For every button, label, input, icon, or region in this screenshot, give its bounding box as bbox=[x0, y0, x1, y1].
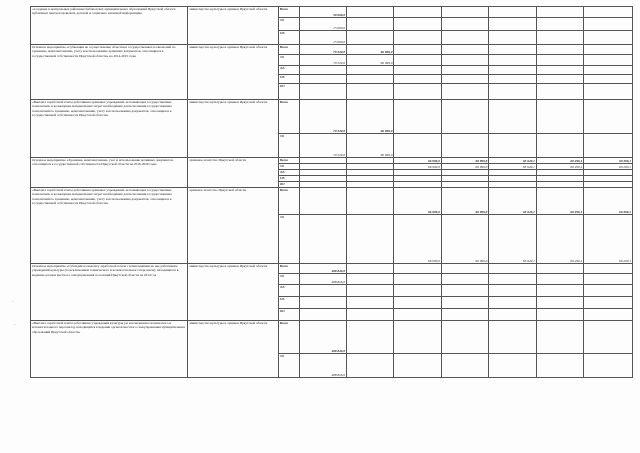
funding-source-label: ФБ bbox=[278, 66, 299, 75]
amount-cell: 66 999,0 bbox=[394, 215, 441, 264]
amount-cell bbox=[536, 134, 583, 158]
amount-cell bbox=[394, 45, 441, 55]
funding-source-label: Всего bbox=[278, 7, 299, 18]
activity-name: Основное мероприятие «Хранение, комплектование, учет и использование архивных документов, относящихся к государственной собственности Иркутской области на 2016-2020 годы bbox=[31, 158, 188, 188]
amount-cell: 70 529,0 bbox=[299, 100, 346, 134]
activity-name: «Выплата заработной платы работникам архивных учреждений, исполняющих государственные полномочия, и возмещение материальных затрат необходимых для исполнения государственных полномочий по хранению, комплектованию, учету и использованию документов, относящихся к государственной собственности Иркутской области» bbox=[31, 100, 188, 158]
amount-cell: 60 299,1 bbox=[584, 158, 633, 164]
funding-source-label: ФБ bbox=[278, 285, 299, 297]
amount-cell bbox=[489, 134, 536, 158]
amount-cell bbox=[441, 274, 488, 285]
table-row bbox=[31, 7, 633, 18]
amount-cell: 66 999,0 bbox=[394, 158, 441, 164]
responsible-executor: архивное агентство Иркутской области bbox=[188, 188, 278, 264]
amount-cell bbox=[489, 84, 536, 100]
amount-cell bbox=[394, 84, 441, 100]
amount-cell bbox=[299, 75, 346, 84]
amount-cell bbox=[441, 84, 488, 100]
amount-cell bbox=[394, 321, 441, 354]
amount-cell bbox=[584, 309, 633, 321]
amount-cell bbox=[347, 7, 394, 18]
amount-cell bbox=[489, 309, 536, 321]
funding-source-label: ОБ bbox=[278, 134, 299, 158]
amount-cell: 66 999,0 bbox=[441, 215, 488, 264]
table-row bbox=[31, 321, 633, 354]
amount-cell bbox=[536, 100, 583, 134]
amount-cell bbox=[441, 264, 488, 274]
amount-cell bbox=[489, 7, 536, 18]
amount-cell: 70 529,0 bbox=[299, 134, 346, 158]
amount-cell bbox=[441, 321, 488, 354]
amount-cell bbox=[536, 264, 583, 274]
amount-cell: 63 649,1 bbox=[489, 164, 536, 170]
amount-cell bbox=[394, 285, 441, 297]
amount-cell: 66 999,0 bbox=[347, 45, 394, 55]
amount-cell bbox=[347, 66, 394, 75]
responsible-executor: министерство культуры и архивов Иркутской области bbox=[188, 100, 278, 158]
amount-cell: 15 000,0 bbox=[299, 31, 346, 45]
funding-source-label: ИИ bbox=[278, 182, 299, 188]
amount-cell bbox=[394, 75, 441, 84]
funding-source-label: МБ bbox=[278, 31, 299, 45]
funding-source-label: ИИ bbox=[278, 309, 299, 321]
amount-cell: 66 999,0 bbox=[394, 164, 441, 170]
amount-cell bbox=[394, 18, 441, 31]
amount-cell: 63 649,1 bbox=[489, 215, 536, 264]
amount-cell: 60 299,1 bbox=[536, 164, 583, 170]
amount-cell bbox=[394, 297, 441, 309]
amount-cell bbox=[441, 45, 488, 55]
activity-name: «Выплата заработной платы работникам архивных учреждений, исполняющих государственные полномочия, и возмещение материальных затрат необходимых для исполнения государственных полномочий по хранению, комплектованию, учету и использованию документов, относящихся к государственной собственности Иркутской области» bbox=[31, 188, 188, 264]
amount-cell bbox=[584, 84, 633, 100]
amount-cell bbox=[536, 84, 583, 100]
amount-cell bbox=[347, 31, 394, 45]
funding-source-label: МБ bbox=[278, 75, 299, 84]
amount-cell bbox=[584, 285, 633, 297]
amount-cell bbox=[489, 100, 536, 134]
amount-cell bbox=[584, 75, 633, 84]
funding-source-label: Всего bbox=[278, 45, 299, 55]
amount-cell: 15 000,0 bbox=[299, 18, 346, 31]
amount-cell bbox=[441, 31, 488, 45]
amount-cell: 60 299,1 bbox=[536, 188, 583, 215]
amount-cell bbox=[584, 55, 633, 66]
amount-cell bbox=[299, 84, 346, 100]
amount-cell bbox=[536, 18, 583, 31]
amount-cell bbox=[441, 7, 488, 18]
amount-cell bbox=[584, 18, 633, 31]
amount-cell bbox=[299, 309, 346, 321]
amount-cell bbox=[536, 321, 583, 354]
amount-cell bbox=[347, 309, 394, 321]
responsible-executor: архивное агентство Иркутской области bbox=[188, 158, 278, 188]
amount-cell bbox=[489, 297, 536, 309]
amount-cell bbox=[347, 188, 394, 215]
amount-cell bbox=[441, 55, 488, 66]
funding-source-label: ОБ bbox=[278, 164, 299, 170]
funding-source-label: Всего bbox=[278, 321, 299, 354]
amount-cell bbox=[584, 100, 633, 134]
amount-cell: 60 299,1 bbox=[584, 215, 633, 264]
amount-cell: 66 999,0 bbox=[441, 164, 488, 170]
margin-mark: · bbox=[14, 323, 16, 328]
amount-cell bbox=[489, 66, 536, 75]
amount-cell bbox=[347, 18, 394, 31]
amount-cell bbox=[536, 66, 583, 75]
funding-source-label: ОБ bbox=[278, 354, 299, 378]
amount-cell bbox=[584, 45, 633, 55]
amount-cell bbox=[347, 75, 394, 84]
amount-cell: 488 826,0 bbox=[299, 321, 346, 354]
table-row bbox=[31, 45, 633, 55]
funding-source-label: ОБ bbox=[278, 18, 299, 31]
amount-cell: 70 529,0 bbox=[299, 45, 346, 55]
amount-cell bbox=[441, 297, 488, 309]
budget-table bbox=[30, 6, 633, 378]
amount-cell bbox=[489, 45, 536, 55]
amount-cell bbox=[347, 264, 394, 274]
amount-cell bbox=[584, 66, 633, 75]
funding-source-label: МБ bbox=[278, 176, 299, 182]
amount-cell bbox=[584, 354, 633, 378]
amount-cell bbox=[441, 100, 488, 134]
amount-cell: 488 826,0 bbox=[299, 354, 346, 378]
amount-cell bbox=[536, 354, 583, 378]
amount-cell bbox=[536, 7, 583, 18]
activity-name: Основное мероприятие «Субвенция на осуществление областных государственных полномочий по хранению, комплектованию, учету и использованию архивных документов, относящихся к государственной собственности Иркутской области» на 2014-2015 годы bbox=[31, 45, 188, 100]
amount-cell bbox=[347, 215, 394, 264]
funding-source-label: Всего bbox=[278, 264, 299, 274]
responsible-executor: министерство культуры и архивов Иркутской области bbox=[188, 264, 278, 321]
amount-cell bbox=[347, 354, 394, 378]
amount-cell: 63 649,1 bbox=[489, 158, 536, 164]
amount-cell bbox=[441, 66, 488, 75]
amount-cell bbox=[394, 55, 441, 66]
amount-cell bbox=[584, 297, 633, 309]
amount-cell bbox=[584, 274, 633, 285]
amount-cell bbox=[347, 321, 394, 354]
amount-cell bbox=[489, 285, 536, 297]
amount-cell bbox=[441, 285, 488, 297]
amount-cell bbox=[299, 66, 346, 75]
amount-cell bbox=[394, 134, 441, 158]
amount-cell bbox=[299, 285, 346, 297]
amount-cell bbox=[489, 354, 536, 378]
amount-cell bbox=[347, 297, 394, 309]
amount-cell: 66 999,0 bbox=[441, 158, 488, 164]
amount-cell bbox=[299, 297, 346, 309]
amount-cell bbox=[394, 309, 441, 321]
amount-cell bbox=[299, 215, 346, 264]
responsible-executor: министерство культуры и архивов Иркутской области bbox=[188, 7, 278, 45]
amount-cell bbox=[347, 84, 394, 100]
activity-name: «Создание в центральных районных библиотеках муниципальных образований Иркутской области публичных центров правовой, деловой и социально значимой информации» bbox=[31, 7, 188, 45]
amount-cell bbox=[489, 55, 536, 66]
amount-cell: 66 999,0 bbox=[441, 188, 488, 215]
amount-cell bbox=[394, 66, 441, 75]
funding-source-label: ФБ bbox=[278, 170, 299, 176]
amount-cell bbox=[394, 274, 441, 285]
amount-cell: 66 999,0 bbox=[347, 100, 394, 134]
funding-source-label: Всего bbox=[278, 100, 299, 134]
amount-cell bbox=[394, 354, 441, 378]
amount-cell bbox=[536, 55, 583, 66]
amount-cell bbox=[489, 75, 536, 84]
amount-cell bbox=[536, 309, 583, 321]
funding-source-label: Всего bbox=[278, 158, 299, 164]
funding-source-label: ОБ bbox=[278, 55, 299, 66]
funding-source-label: ОБ bbox=[278, 274, 299, 285]
amount-cell: 63 649,1 bbox=[489, 188, 536, 215]
activity-name: Основное мероприятие «Субсидии на выплату заработной платы с начислениями на нее работникам учреждений культуры (за исключением технического и вспомогательного персонала), находящихся в ведении органов местного самоуправления поселений Иркутской области на 2014 год bbox=[31, 264, 188, 321]
amount-cell: 60 299,1 bbox=[536, 158, 583, 164]
amount-cell bbox=[441, 354, 488, 378]
amount-cell bbox=[584, 134, 633, 158]
amount-cell bbox=[394, 100, 441, 134]
amount-cell bbox=[584, 264, 633, 274]
amount-cell: 488 826,0 bbox=[299, 264, 346, 274]
amount-cell bbox=[441, 309, 488, 321]
amount-cell bbox=[441, 134, 488, 158]
amount-cell: 70 529,0 bbox=[299, 55, 346, 66]
amount-cell bbox=[584, 321, 633, 354]
amount-cell: 66 999,0 bbox=[394, 188, 441, 215]
amount-cell bbox=[441, 75, 488, 84]
amount-cell bbox=[489, 321, 536, 354]
amount-cell bbox=[536, 285, 583, 297]
table-row bbox=[31, 264, 633, 274]
amount-cell: 60 299,1 bbox=[536, 215, 583, 264]
amount-cell: 488 826,0 bbox=[299, 274, 346, 285]
amount-cell bbox=[536, 274, 583, 285]
responsible-executor: министерство культуры и архивов Иркутской области bbox=[188, 45, 278, 100]
funding-source-label: ОБ bbox=[278, 215, 299, 264]
amount-cell bbox=[536, 45, 583, 55]
table-row bbox=[31, 188, 633, 215]
amount-cell bbox=[536, 297, 583, 309]
amount-cell: 50 000,0 bbox=[299, 7, 346, 18]
amount-cell bbox=[489, 31, 536, 45]
amount-cell: 66 999,0 bbox=[347, 55, 394, 66]
amount-cell bbox=[536, 75, 583, 84]
funding-source-label: МБ bbox=[278, 297, 299, 309]
amount-cell bbox=[584, 31, 633, 45]
amount-cell bbox=[394, 7, 441, 18]
amount-cell: 66 999,0 bbox=[347, 134, 394, 158]
activity-name: «Выплата заработной платы работникам учреждений культуры (за исключением технического и вспомогательного персонала), находящихся в ведении органов местного самоуправления муниципальных образований Иркутской области» bbox=[31, 321, 188, 378]
responsible-executor: министерство культуры и архивов Иркутской области bbox=[188, 321, 278, 378]
amount-cell bbox=[394, 264, 441, 274]
amount-cell bbox=[489, 264, 536, 274]
amount-cell bbox=[584, 7, 633, 18]
amount-cell bbox=[394, 31, 441, 45]
amount-cell bbox=[347, 285, 394, 297]
amount-cell bbox=[536, 31, 583, 45]
amount-cell bbox=[489, 274, 536, 285]
amount-cell: 60 299,1 bbox=[584, 188, 633, 215]
amount-cell bbox=[347, 274, 394, 285]
funding-source-label: Всего bbox=[278, 188, 299, 215]
amount-cell bbox=[441, 18, 488, 31]
table-row bbox=[31, 100, 633, 134]
margin-mark: · bbox=[12, 300, 14, 305]
amount-cell bbox=[299, 188, 346, 215]
amount-cell: 60 299,1 bbox=[584, 164, 633, 170]
funding-source-label: ИИ bbox=[278, 84, 299, 100]
amount-cell bbox=[489, 18, 536, 31]
